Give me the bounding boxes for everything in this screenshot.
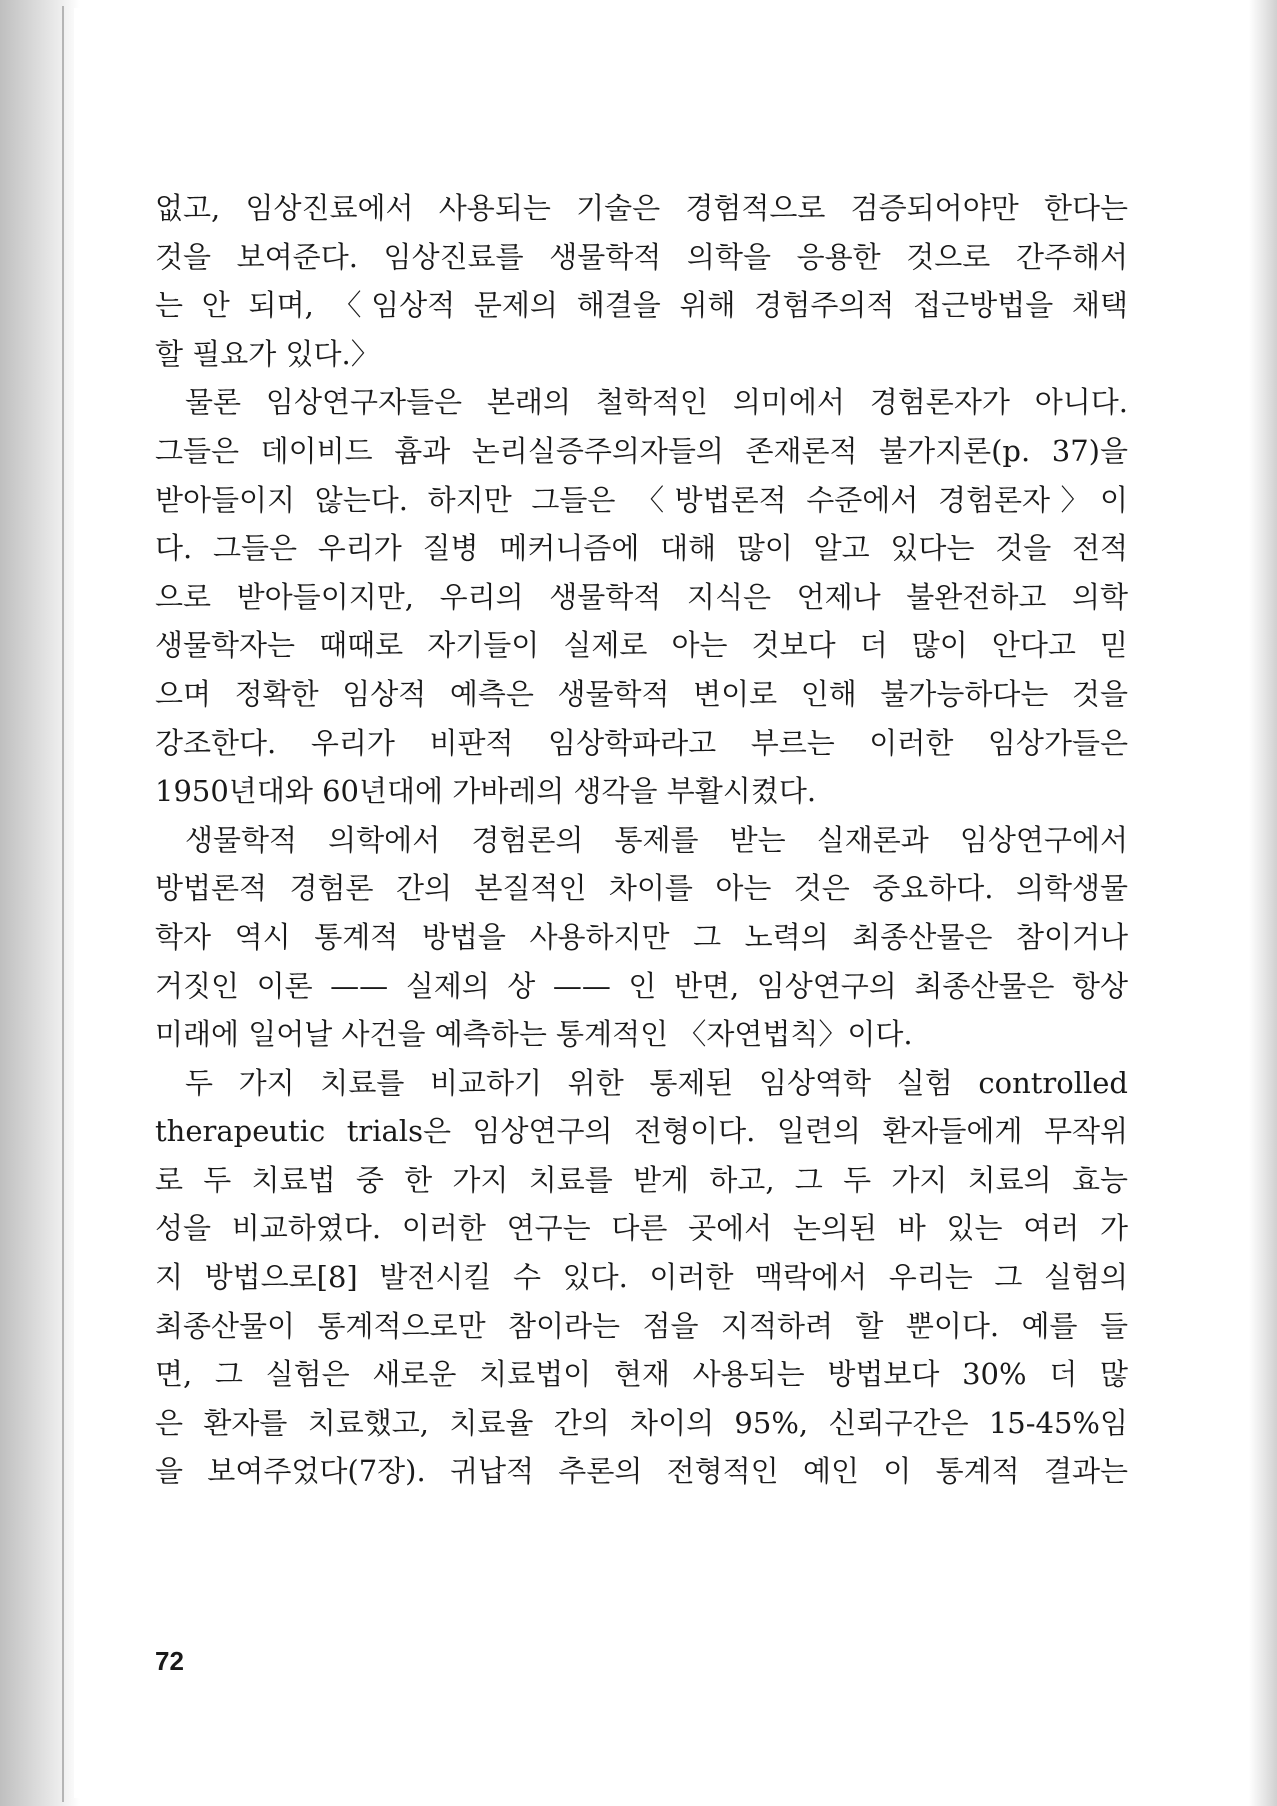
text-line: 으로 받아들이지만, 우리의 생물학적 지식은 언제나 불완전하고 의학 — [155, 579, 1128, 614]
text-line: 으며 정확한 임상적 예측은 생물학적 변이로 인해 불가능하다는 것을 — [155, 676, 1128, 711]
page-edge — [62, 6, 64, 1802]
text-line: 성을 비교하였다. 이러한 연구는 다른 곳에서 논의된 바 있는 여러 가 — [155, 1211, 1128, 1246]
text-line: 은 환자를 치료했고, 치료율 간의 차이의 95%, 신뢰구간은 15-45%임 — [155, 1405, 1128, 1440]
text-line: 는 안 되며, 〈임상적 문제의 해결을 위해 경험주의적 접근방법을 채택 — [155, 288, 1128, 323]
text-line: 방법론적 경험론 간의 본질적인 차이를 아는 것은 중요하다. 의학생물 — [155, 871, 1128, 906]
body-text — [155, 184, 1128, 1496]
text-line: 없고, 임상진료에서 사용되는 기술은 경험적으로 검증되어야만 한다는 — [155, 191, 1128, 225]
text-line: 다. 그들은 우리가 질병 메커니즘에 대해 많이 알고 있다는 것을 전적 — [155, 531, 1128, 566]
text-line: 강조한다. 우리가 비판적 임상학파라고 부르는 이러한 임상가들은 — [155, 725, 1128, 760]
paragraph-3 — [155, 816, 1128, 1059]
paragraph-4 — [155, 1059, 1128, 1496]
text-line: 할 필요가 있다.〉 — [155, 336, 380, 371]
text-line: 생물학자는 때때로 자기들이 실제로 아는 것보다 더 많이 안다고 믿 — [155, 628, 1128, 663]
text-line: 최종산물이 통계적으로만 참이라는 점을 지적하려 할 뿐이다. 예를 들 — [155, 1308, 1128, 1343]
paragraph-2 — [155, 378, 1128, 815]
text-line: 물론 임상연구자들은 본래의 철학적인 의미에서 경험론자가 아니다. — [185, 385, 1128, 420]
page-gutter-shadow — [0, 0, 80, 1806]
text-line: 1950년대와 60년대에 가바레의 생각을 부활시켰다. — [155, 774, 817, 809]
paragraph-1 — [155, 184, 1128, 378]
text-line: 거짓인 이론 —— 실제의 상 —— 인 반면, 임상연구의 최종산물은 항상 — [155, 968, 1128, 1003]
text-line: 그들은 데이비드 흄과 논리실증주의자들의 존재론적 불가지론(p. 37)을 — [155, 433, 1128, 468]
text-line: 로 두 치료법 중 한 가지 치료를 받게 하고, 그 두 가지 치료의 효능 — [155, 1162, 1128, 1197]
page-number: 72 — [155, 1646, 184, 1676]
page-right-shadow — [1249, 0, 1277, 1806]
text-line: 것을 보여준다. 임상진료를 생물학적 의학을 응용한 것으로 간주해서 — [155, 239, 1128, 274]
text-line: 받아들이지 않는다. 하지만 그들은 〈방법론적 수준에서 경험론자〉이 — [155, 482, 1128, 517]
text-line: therapeutic trials은 임상연구의 전형이다. 일련의 환자들에게 무작위 — [155, 1114, 1128, 1149]
text-line: 두 가지 치료를 비교하기 위한 통제된 임상역학 실험 controlled — [185, 1065, 1128, 1100]
text-line: 학자 역시 통계적 방법을 사용하지만 그 노력의 최종산물은 참이거나 — [155, 919, 1128, 954]
text-line: 면, 그 실험은 새로운 치료법이 현재 사용되는 방법보다 30% 더 많 — [155, 1357, 1128, 1392]
text-line: 을 보여주었다(7장). 귀납적 추론의 전형적인 예인 이 통계적 결과는 — [155, 1454, 1128, 1489]
text-line: 지 방법으로[8] 발전시킬 수 있다. 이러한 맥락에서 우리는 그 실험의 — [155, 1260, 1128, 1295]
text-line: 생물학적 의학에서 경험론의 통제를 받는 실재론과 임상연구에서 — [185, 822, 1128, 857]
text-line: 미래에 일어날 사건을 예측하는 통계적인 〈자연법칙〉이다. — [155, 1017, 913, 1052]
